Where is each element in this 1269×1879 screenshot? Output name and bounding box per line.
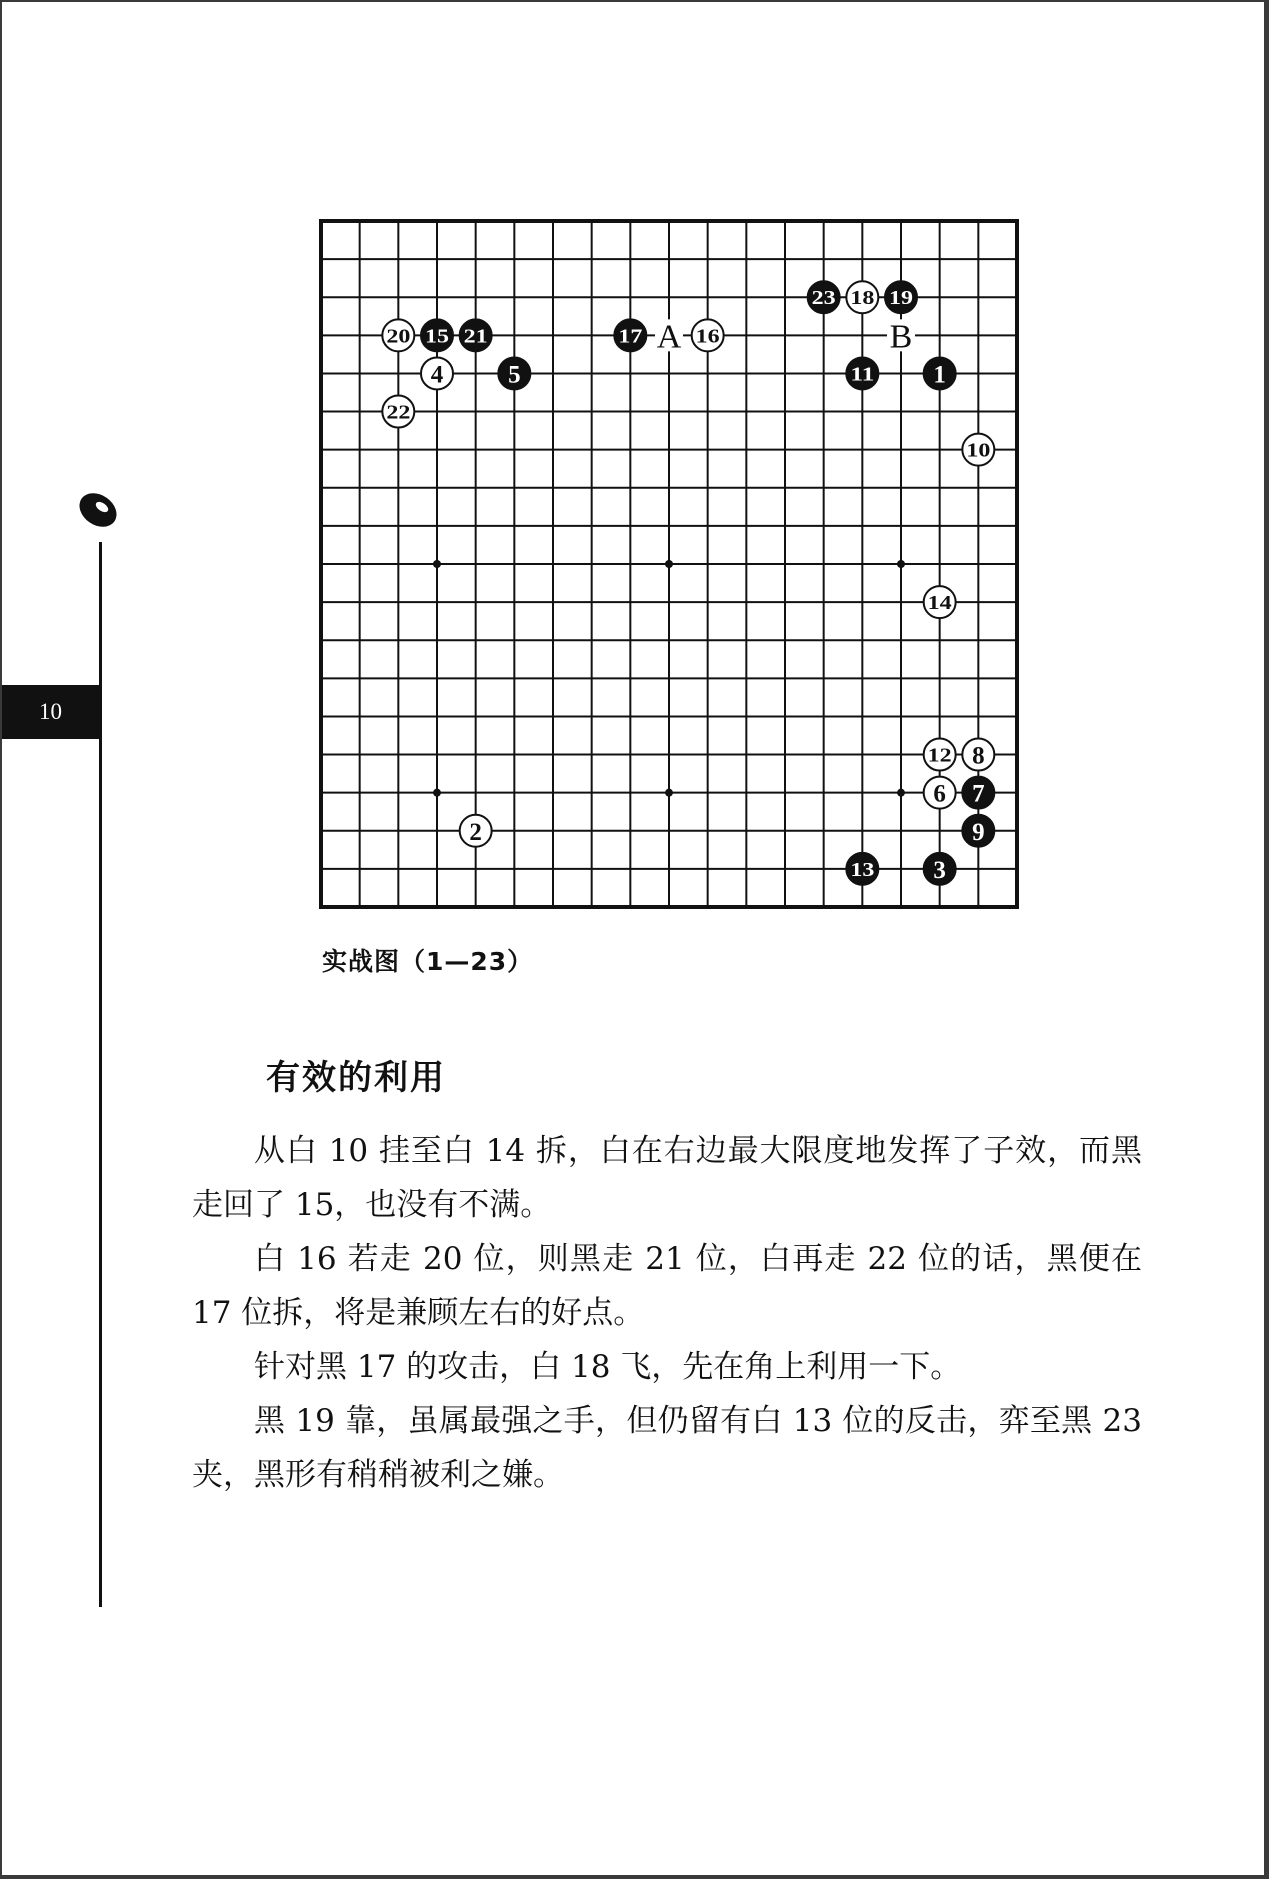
black-stone-15	[421, 319, 453, 351]
stone-number: 20	[386, 325, 411, 348]
black-stone-9	[962, 815, 994, 847]
go-board	[317, 217, 1021, 911]
star-point	[433, 789, 441, 797]
page-number: 10	[2, 685, 99, 739]
white-stone-10	[962, 434, 994, 466]
white-stone-14	[924, 586, 956, 618]
stone-number: 4	[430, 361, 444, 389]
stone-number: 7	[972, 780, 985, 808]
paragraph: 黑 19 靠，虽属最强之手，但仍留有白 13 位的反击，弈至黑 23 夹，黑形有稍稍被利之嫌。	[192, 1403, 1142, 1493]
stone-number: 23	[811, 287, 836, 310]
figure-caption: 实战图（1—23）	[322, 947, 534, 976]
black-stone-13	[846, 853, 878, 885]
black-stone-17	[614, 319, 646, 351]
book-page	[2, 2, 1264, 1875]
board-letter-b: B	[889, 318, 913, 356]
star-point	[665, 560, 673, 568]
stone-number: 15	[425, 325, 449, 348]
stone-number: 6	[933, 780, 946, 808]
board-letter-a: A	[656, 318, 682, 356]
white-stone-20	[382, 319, 414, 351]
black-stone-23	[808, 281, 840, 313]
star-point	[897, 560, 905, 568]
stone-number: 8	[972, 742, 985, 770]
stone-number: 5	[508, 361, 521, 389]
stone-number: 2	[469, 818, 482, 846]
stone-number: 11	[850, 363, 875, 386]
stone-number: 21	[463, 325, 488, 348]
go-board-figure	[317, 217, 1021, 911]
stone-number: 17	[618, 325, 643, 348]
star-point	[665, 789, 673, 797]
black-stone-11	[846, 357, 878, 389]
stone-number: 10	[966, 439, 991, 462]
stone-number: 18	[850, 287, 875, 310]
paragraph: 针对黑 17 的攻击，白 18 飞，先在角上利用一下。	[254, 1349, 962, 1385]
white-stone-18	[846, 281, 878, 313]
star-point	[897, 789, 905, 797]
stone-number: 9	[972, 818, 985, 846]
stone-number: 22	[386, 401, 411, 424]
stone-number: 1	[933, 361, 946, 389]
black-stone-1	[924, 357, 956, 389]
stone-number: 13	[850, 858, 875, 881]
star-point	[433, 560, 441, 568]
go-stone-ornament-icon	[76, 488, 124, 536]
white-stone-22	[382, 396, 414, 428]
black-stone-5	[498, 357, 530, 389]
black-stone-19	[885, 281, 917, 313]
white-stone-8	[962, 739, 994, 771]
white-stone-2	[460, 815, 492, 847]
black-stone-7	[962, 777, 994, 809]
stone-number: 12	[927, 744, 952, 767]
margin-rule	[99, 542, 102, 1607]
paragraph: 白 16 若走 20 位，则黑走 21 位，白再走 22 位的话，黑便在 17 位拆，将是兼顾左右的好点。	[192, 1241, 1142, 1331]
white-stone-12	[924, 739, 956, 771]
paragraph: 从白 10 挂至白 14 拆，白在右边最大限度地发挥了子效，而黑走回了 15，也没有不满。	[192, 1133, 1142, 1223]
commentary	[192, 1124, 1142, 1502]
black-stone-3	[924, 853, 956, 885]
section-heading: 有效的利用	[266, 1058, 446, 1098]
white-stone-6	[924, 777, 956, 809]
stone-number: 19	[889, 287, 913, 310]
stone-number: 14	[927, 592, 952, 615]
stone-number: 16	[695, 325, 720, 348]
white-stone-4	[421, 357, 453, 389]
black-stone-21	[460, 319, 492, 351]
white-stone-16	[692, 319, 724, 351]
stone-number: 3	[933, 856, 946, 884]
